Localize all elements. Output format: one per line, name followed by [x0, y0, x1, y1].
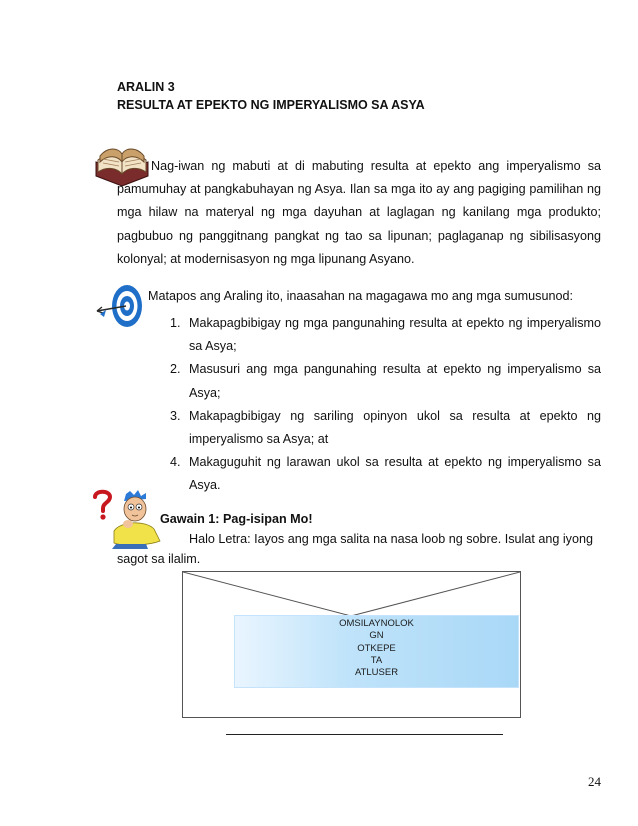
intro-line: Nag-iwan ng mabuti at di mabuting resulta at epekto ang imperyalismo sa — [151, 159, 601, 173]
scrambled-words-box — [234, 615, 519, 688]
intro-paragraph — [117, 155, 601, 271]
item-text: Makapagbibigay ng mga pangunahing resulta at epekto ng imperyalismo — [189, 316, 601, 330]
item-text: imperyalismo sa Asya; at — [189, 432, 329, 447]
item-text: Makaguguhit ng larawan ukol sa resulta at epekto ng imperyalismo sa — [189, 455, 601, 470]
item-text: Asya. — [189, 478, 221, 493]
scrambled-word: TA — [370, 654, 383, 666]
list-item — [170, 312, 601, 358]
lesson-title: RESULTA AT EPEKTO NG IMPERYALISMO SA ASYA — [117, 98, 425, 112]
activity-title: Gawain 1: Pag-isipan Mo! — [160, 512, 313, 526]
item-text: Asya; — [189, 385, 221, 400]
answer-line[interactable] — [226, 734, 503, 735]
intro-line: pagbubuo ng panggitnang pangkat ng tao sa lipunan; paglaganap ng sibilisasyong — [117, 228, 601, 243]
intro-line: mga hilaw na materyal ng mga dayuhan at laglagan ng kanilang mga produkto; — [117, 205, 601, 220]
item-text: sa Asya; — [189, 339, 237, 354]
scrambled-word: ATLUSER — [354, 667, 399, 679]
list-item — [170, 451, 601, 497]
item-number: 4. — [170, 455, 181, 470]
scrambled-word: OTKEPE — [357, 642, 396, 654]
lesson-number: ARALIN 3 — [117, 80, 175, 94]
item-number: 3. — [170, 408, 181, 423]
scrambled-word: OMSILAYNOLOK — [339, 618, 414, 629]
objectives-lead: Matapos ang Araling ito, inaasahan na magagawa mo ang mga sumusunod: — [148, 289, 573, 303]
target-arrow-icon — [94, 283, 144, 329]
thinking-boy-question-icon — [90, 489, 162, 551]
scrambled-word: GN — [369, 630, 384, 642]
objectives-list — [170, 312, 601, 498]
item-text: Makapagbibigay ng sariling opinyon ukol sa resulta at epekto ng — [189, 408, 601, 423]
activity-instruction-cont: sagot sa ilalim. — [117, 552, 201, 566]
item-number: 1. — [170, 316, 181, 330]
page-number: 24 — [588, 774, 601, 789]
list-item — [170, 358, 601, 404]
activity-instruction: Halo Letra: Iayos ang mga salita na nasa loob ng sobre. Isulat ang iyong — [189, 532, 593, 546]
intro-line: kolonyal; at modernisasyon ng mga lipunang Asyano. — [117, 251, 415, 266]
list-item — [170, 405, 601, 451]
item-number: 2. — [170, 362, 181, 377]
intro-line: pamumuhay at pangkabuhayan ng Asya. Ilan sa mga ito ay ang pagiging pamilihan ng — [117, 182, 601, 197]
item-text: Masusuri ang mga pangunahing resulta at epekto ng imperyalismo sa — [189, 362, 601, 377]
